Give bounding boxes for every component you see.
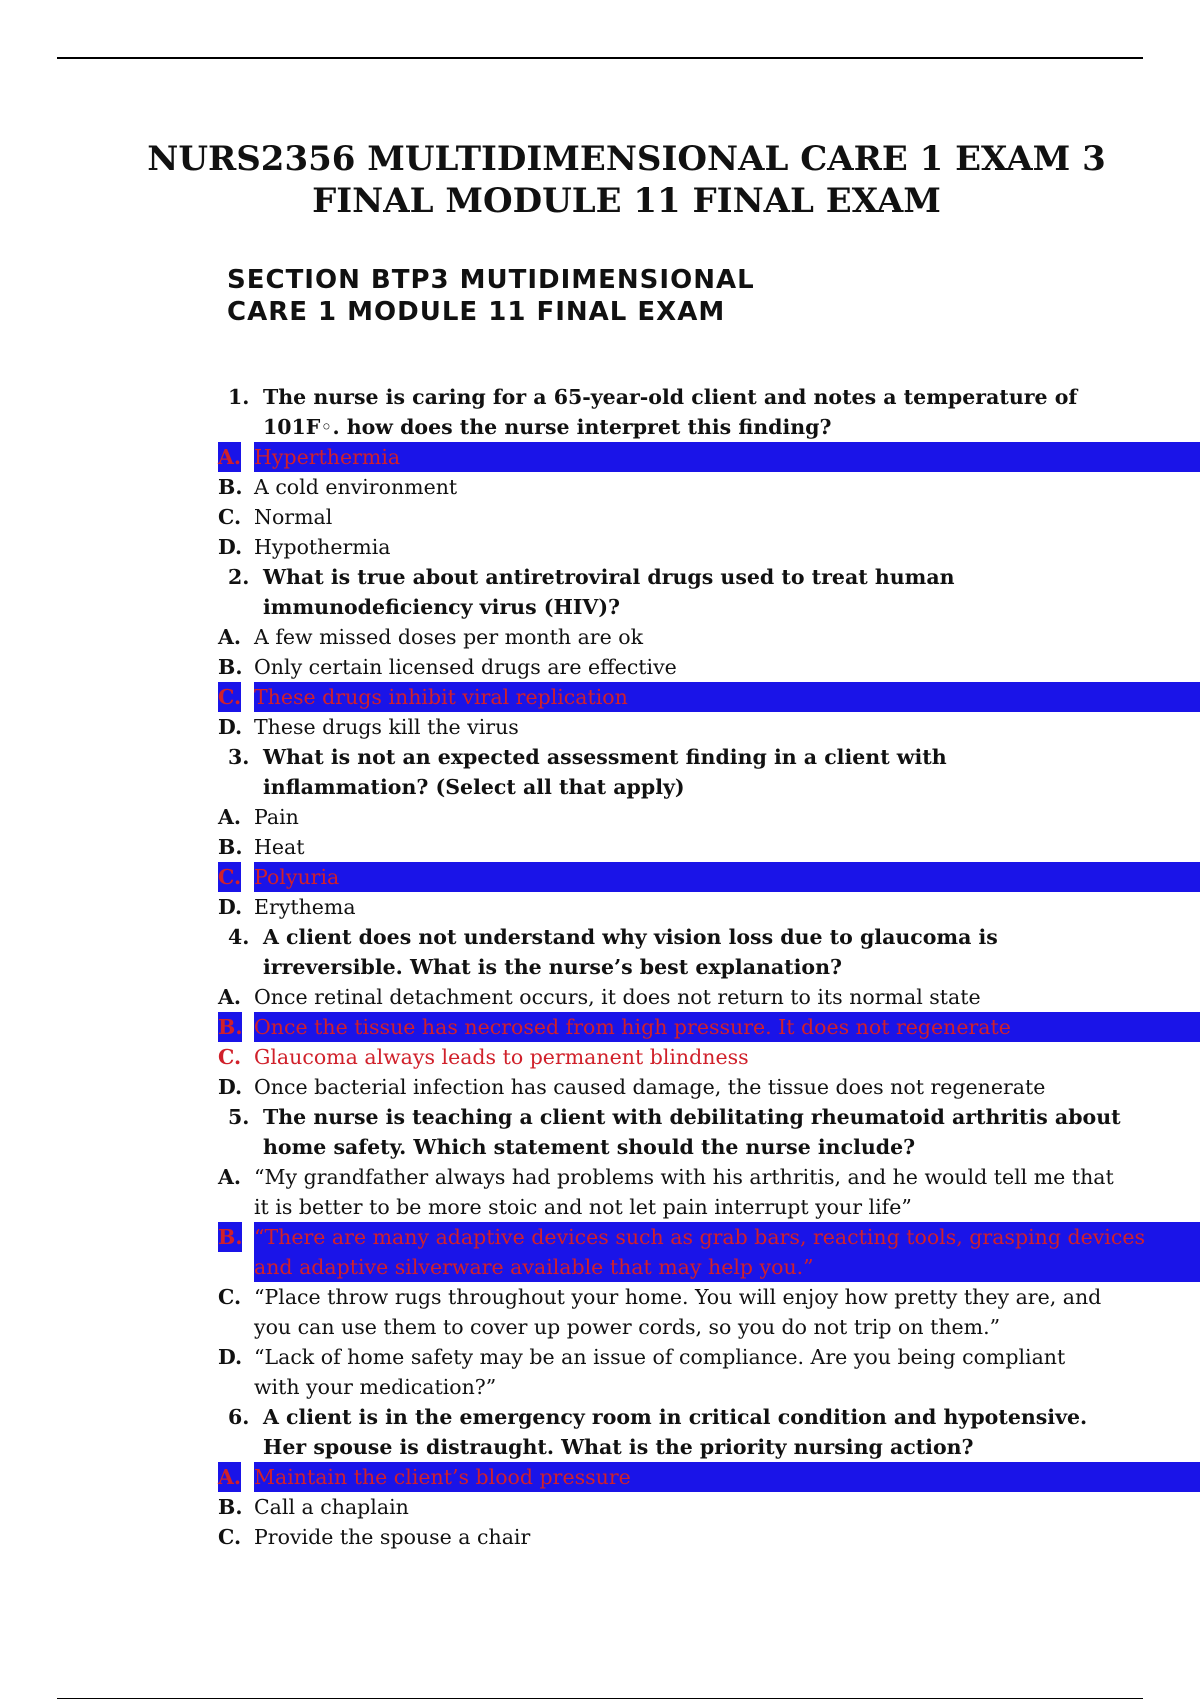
- option-letter: B.: [218, 655, 243, 679]
- option-text-line: [254, 502, 1200, 532]
- option-text: These drugs kill the virus: [254, 715, 519, 739]
- answer-option-4-4: [0, 1072, 1200, 1102]
- answer-option-1-4: [0, 532, 1200, 562]
- option-text: you can use them to cover up power cords, so you do not trip on them.”: [254, 1315, 1001, 1339]
- question-text-line: What is true about antiretroviral drugs used to treat human: [263, 565, 955, 589]
- question-text-line: immunodeficiency virus (HIV)?: [263, 595, 621, 619]
- question-text-line: irreversible. What is the nurse’s best explanation?: [263, 955, 843, 979]
- option-text: Normal: [254, 505, 333, 529]
- option-text: Hypothermia: [254, 535, 391, 559]
- option-text: “Place throw rugs throughout your home. You will enjoy how pretty they are, and: [254, 1285, 1102, 1309]
- option-text-line: [254, 832, 1200, 862]
- answer-option-4-1: [0, 982, 1200, 1012]
- option-letter: B.: [218, 835, 243, 859]
- answer-option-3-4: [0, 892, 1200, 922]
- option-letter: A.: [218, 1462, 241, 1492]
- option-text-line: [254, 1282, 1200, 1312]
- option-letter: A.: [218, 1165, 242, 1189]
- question-text-line: A client does not understand why vision loss due to glaucoma is: [263, 925, 998, 949]
- option-text: and adaptive silverware available that may help you.”: [254, 1255, 814, 1279]
- option-text-line: [254, 532, 1200, 562]
- option-text: Maintain the client’s blood pressure: [254, 1465, 631, 1489]
- answer-option-2-1: [0, 622, 1200, 652]
- question-2: [0, 562, 1200, 622]
- option-text: “My grandfather always had problems with his arthritis, and he would tell me that: [254, 1165, 1114, 1189]
- option-text-line: [254, 1492, 1200, 1522]
- answer-option-5-3: [0, 1282, 1200, 1342]
- option-text-line: [254, 1072, 1200, 1102]
- answer-option-3-2: [0, 832, 1200, 862]
- question-number: 5.: [228, 1105, 250, 1129]
- option-letter: C.: [218, 1045, 242, 1069]
- option-letter: B.: [218, 1222, 242, 1252]
- option-text: Call a chaplain: [254, 1495, 409, 1519]
- option-text-line: [254, 1312, 1200, 1342]
- bottom-rule: [57, 1698, 1143, 1699]
- option-text: Hyperthermia: [254, 445, 401, 469]
- question-6: [0, 1402, 1200, 1462]
- question-number: 6.: [228, 1405, 250, 1429]
- option-text-line: [254, 862, 1200, 892]
- top-rule: [57, 57, 1143, 59]
- title-line-2: FINAL MODULE 11 FINAL EXAM: [312, 181, 941, 221]
- title-line-1: NURS2356 MULTIDIMENSIONAL CARE 1 EXAM 3: [147, 139, 1106, 179]
- section-heading: [227, 264, 755, 328]
- option-letter: B.: [218, 475, 243, 499]
- question-text-line: 101F◦. how does the nurse interpret this finding?: [263, 415, 832, 439]
- option-letter: B.: [218, 1495, 243, 1519]
- option-letter: D.: [218, 535, 243, 559]
- option-text-line: [254, 472, 1200, 502]
- answer-option-2-2: [0, 652, 1200, 682]
- answer-option-4-2: [0, 1012, 1200, 1042]
- question-text-line: What is not an expected assessment finding in a client with: [263, 745, 947, 769]
- option-text-line: [254, 1252, 1200, 1282]
- option-text: A few missed doses per month are ok: [254, 625, 644, 649]
- answer-option-3-3: [0, 862, 1200, 892]
- answer-option-6-3: [0, 1522, 1200, 1552]
- option-letter: A.: [218, 985, 242, 1009]
- option-text: Heat: [254, 835, 305, 859]
- option-letter: D.: [218, 895, 243, 919]
- question-list: [0, 382, 1200, 1552]
- option-text: it is better to be more stoic and not let pain interrupt your life”: [254, 1195, 912, 1219]
- option-text: Once bacterial infection has caused damage, the tissue does not regenerate: [254, 1075, 1046, 1099]
- question-text-line: home safety. Which statement should the nurse include?: [263, 1135, 916, 1159]
- option-text: These drugs inhibit viral replication: [254, 685, 628, 709]
- option-text: “Lack of home safety may be an issue of compliance. Are you being compliant: [254, 1345, 1066, 1369]
- option-text: Once retinal detachment occurs, it does not return to its normal state: [254, 985, 981, 1009]
- question-text-line: A client is in the emergency room in critical condition and hypotensive.: [263, 1405, 1088, 1429]
- answer-option-1-1: [0, 442, 1200, 472]
- option-text-line: [254, 712, 1200, 742]
- question-1: [0, 382, 1200, 442]
- option-letter: A.: [218, 805, 242, 829]
- option-text-line: [254, 1462, 1200, 1492]
- option-text: Glaucoma always leads to permanent blindness: [254, 1045, 749, 1069]
- option-letter: D.: [218, 1075, 243, 1099]
- section-line-1: SECTION BTP3 MUTIDIMENSIONAL: [227, 265, 755, 295]
- question-number: 4.: [228, 925, 250, 949]
- option-text: Polyuria: [254, 865, 340, 889]
- option-text-line: [254, 1012, 1200, 1042]
- option-text-line: [254, 622, 1200, 652]
- option-text: “There are many adaptive devices such as grab bars, reacting tools, grasping devices: [254, 1225, 1145, 1249]
- answer-option-3-1: [0, 802, 1200, 832]
- answer-option-5-2: [0, 1222, 1200, 1282]
- option-letter: C.: [218, 862, 241, 892]
- option-letter: A.: [218, 625, 242, 649]
- option-text-line: [254, 652, 1200, 682]
- option-letter: D.: [218, 715, 243, 739]
- option-text-line: [254, 982, 1200, 1012]
- question-number: 2.: [228, 565, 250, 589]
- option-text-line: [254, 892, 1200, 922]
- option-text: A cold environment: [254, 475, 458, 499]
- answer-option-5-4: [0, 1342, 1200, 1402]
- question-4: [0, 922, 1200, 982]
- option-letter: C.: [218, 1525, 242, 1549]
- option-text: with your medication?”: [254, 1375, 497, 1399]
- option-letter: A.: [218, 442, 241, 472]
- answer-option-1-2: [0, 472, 1200, 502]
- option-letter: B.: [218, 1012, 242, 1042]
- option-text-line: [254, 1192, 1200, 1222]
- answer-option-2-3: [0, 682, 1200, 712]
- answer-option-2-4: [0, 712, 1200, 742]
- option-text: Once the tissue has necrosed from high pressure. It does not regenerate: [254, 1015, 1011, 1039]
- question-text-line: The nurse is caring for a 65-year-old client and notes a temperature of: [263, 385, 1078, 409]
- question-5: [0, 1102, 1200, 1162]
- option-text-line: [254, 1222, 1200, 1252]
- option-text: Erythema: [254, 895, 356, 919]
- section-line-2: CARE 1 MODULE 11 FINAL EXAM: [227, 297, 726, 327]
- answer-option-6-1: [0, 1462, 1200, 1492]
- answer-option-5-1: [0, 1162, 1200, 1222]
- question-text-line: Her spouse is distraught. What is the priority nursing action?: [263, 1435, 974, 1459]
- question-number: 3.: [228, 745, 250, 769]
- question-number: 1.: [228, 385, 250, 409]
- answer-option-1-3: [0, 502, 1200, 532]
- option-letter: C.: [218, 505, 242, 529]
- option-text: Pain: [254, 805, 299, 829]
- option-text-line: [254, 1342, 1200, 1372]
- option-letter: C.: [218, 1285, 242, 1309]
- option-text: Provide the spouse a chair: [254, 1525, 531, 1549]
- option-text: Only certain licensed drugs are effective: [254, 655, 677, 679]
- option-text-line: [254, 1372, 1200, 1402]
- answer-option-4-3: [0, 1042, 1200, 1072]
- option-text-line: [254, 442, 1200, 472]
- option-text-line: [254, 682, 1200, 712]
- question-text-line: The nurse is teaching a client with debilitating rheumatoid arthritis about: [263, 1105, 1121, 1129]
- option-text-line: [254, 1522, 1200, 1552]
- question-text-line: inflammation? (Select all that apply): [263, 775, 685, 799]
- answer-option-6-2: [0, 1492, 1200, 1522]
- option-text-line: [254, 1042, 1200, 1072]
- document-title: [0, 138, 1200, 222]
- option-letter: D.: [218, 1345, 243, 1369]
- option-text-line: [254, 802, 1200, 832]
- question-3: [0, 742, 1200, 802]
- option-letter: C.: [218, 682, 241, 712]
- option-text-line: [254, 1162, 1200, 1192]
